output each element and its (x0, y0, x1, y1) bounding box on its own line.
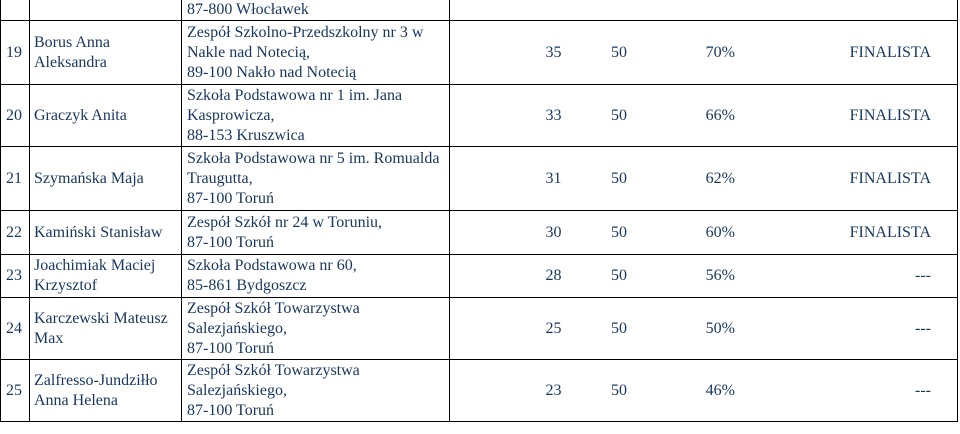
school-line: Kasprowicza, (187, 106, 275, 124)
lp-cell (1, 0, 30, 21)
school-cell (182, 255, 450, 298)
school-line: 85-861 Bydgoszcz (187, 277, 307, 294)
name-cell (30, 21, 182, 85)
score-cell: 25 (450, 298, 572, 360)
lp-cell: 25 (1, 360, 30, 422)
table-row (1, 21, 958, 85)
table-row-continued (1, 0, 958, 21)
school-line: Szkoła Podstawowa nr 1 im. Jana (187, 86, 403, 104)
school-line: Szkoła Podstawowa nr 60, (187, 257, 357, 274)
school-line: Zespół Szkół Towarzystwa (187, 361, 360, 379)
name-line: Anna Helena (34, 391, 118, 409)
school-line: 87-100 Toruń (187, 233, 275, 251)
table-row (1, 85, 958, 147)
lp-cell: 20 (1, 85, 30, 147)
name-line: Krzysztof (34, 277, 98, 294)
school-line: Traugutta, (187, 169, 253, 187)
max-cell: 50 (571, 255, 667, 298)
name-cell (30, 298, 182, 360)
school-line: Zespół Szkolno-Przedszkolny nr 3 w (187, 23, 424, 41)
name-line: Karczewski Mateusz (34, 309, 168, 327)
max-cell: 50 (571, 21, 667, 85)
result-cell: --- (739, 298, 958, 360)
school-cell (182, 298, 450, 360)
school-cell (182, 360, 450, 422)
school-line: Salezjańskiego, (187, 319, 287, 337)
table-row (1, 360, 958, 422)
name-line: Aleksandra (34, 53, 107, 71)
lp-cell: 23 (1, 255, 30, 298)
max-cell: 50 (571, 147, 667, 211)
name-cell (30, 0, 182, 21)
school-line: Szkoła Podstawowa nr 5 im. Romualda (187, 149, 440, 167)
school-line: Nakle nad Notecią, (187, 43, 311, 61)
percent-cell: 62% (667, 147, 739, 211)
score-cell: 31 (450, 147, 572, 211)
max-cell: 50 (571, 211, 667, 255)
max-cell: 50 (571, 360, 667, 422)
score-cell: 35 (450, 21, 572, 85)
score-cell: 23 (450, 360, 572, 422)
school-line: 87-100 Toruń (187, 189, 275, 207)
school-cell (182, 147, 450, 211)
name-cell (30, 360, 182, 422)
name-cell (30, 147, 182, 211)
name-line: Joachimiak Maciej (34, 257, 156, 274)
percent-cell: 66% (667, 85, 739, 147)
school-cell (182, 211, 450, 255)
name-line: Kamiński Stanisław (34, 223, 163, 241)
score-cell: 28 (450, 255, 572, 298)
name-line: Max (34, 329, 64, 347)
table-row (1, 147, 958, 211)
school-cell (182, 21, 450, 85)
school-cell (182, 85, 450, 147)
percent-cell: 50% (667, 298, 739, 360)
percent-cell: 56% (667, 255, 739, 298)
name-line: Borus Anna (34, 33, 110, 51)
result-cell: FINALISTA (739, 21, 958, 85)
school-line: 87-100 Toruń (187, 339, 275, 357)
percent-cell: 46% (667, 360, 739, 422)
result-cell: FINALISTA (739, 147, 958, 211)
school-line: 89-100 Nakło nad Notecią (187, 63, 357, 81)
result-cell: FINALISTA (739, 211, 958, 255)
name-cell (30, 211, 182, 255)
result-cell: --- (739, 255, 958, 298)
table-row (1, 255, 958, 298)
score-cell: 30 (450, 211, 572, 255)
school-line: Salezjańskiego, (187, 381, 287, 399)
school-line: 87-100 Toruń (187, 401, 275, 419)
school-line: Zespół Szkół Towarzystwa (187, 299, 360, 317)
percent-cell: 70% (667, 21, 739, 85)
table-row (1, 211, 958, 255)
table-row (1, 298, 958, 360)
name-line: Szymańska Maja (34, 169, 144, 187)
score-cell: 33 (450, 85, 572, 147)
school-line: 87-800 Włocławek (187, 1, 309, 18)
school-cell (182, 0, 450, 21)
lp-cell: 19 (1, 21, 30, 85)
name-line: Graczyk Anita (34, 106, 127, 124)
lp-cell: 21 (1, 147, 30, 211)
stats-cell (450, 0, 958, 21)
lp-cell: 22 (1, 211, 30, 255)
school-line: Zespół Szkół nr 24 w Toruniu, (187, 213, 383, 231)
school-line: 88-153 Kruszwica (187, 126, 305, 144)
result-cell: --- (739, 360, 958, 422)
percent-cell: 60% (667, 211, 739, 255)
name-line: Zalfresso-Jundziłło (34, 371, 158, 389)
lp-cell: 24 (1, 298, 30, 360)
max-cell: 50 (571, 85, 667, 147)
name-cell (30, 255, 182, 298)
result-cell: FINALISTA (739, 85, 958, 147)
max-cell: 50 (571, 298, 667, 360)
name-cell (30, 85, 182, 147)
